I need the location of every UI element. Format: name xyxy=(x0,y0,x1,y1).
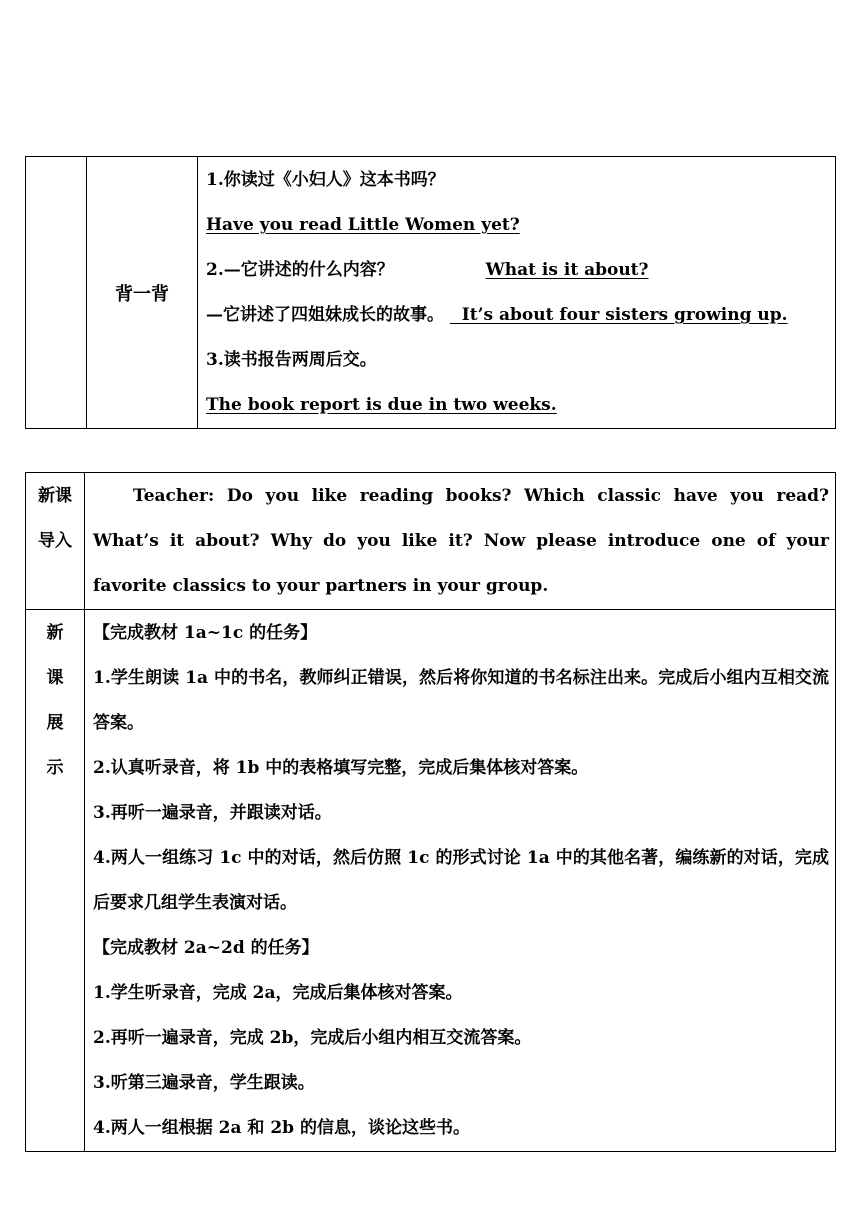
recite-line-3-zh: 2.—它讲述的什么内容？ xyxy=(206,260,394,280)
show-label-char-4: 示 xyxy=(46,758,64,778)
show-item-1: 1.学生朗读 1a 中的书名，教师纠正错误，然后将你知道的书名标注出来。完成后小组内互相交流答案。 xyxy=(93,668,829,733)
recite-line-3 xyxy=(206,248,827,293)
recite-line-4-zh: —它讲述了四姐妹成长的故事。 xyxy=(206,305,444,325)
recite-line-2: Have you read Little Women yet? xyxy=(206,215,520,235)
show-item-5: 1.学生听录音，完成 2a，完成后集体核对答案。 xyxy=(93,983,463,1003)
show-label xyxy=(26,610,85,1152)
recite-content xyxy=(198,157,836,429)
recite-line-3-en: What is it about? xyxy=(485,260,649,280)
intro-label-line-1: 新课 xyxy=(38,486,72,506)
show-item-8: 4.两人一组根据 2a 和 2b 的信息，谈论这些书。 xyxy=(93,1118,470,1138)
recite-line-4 xyxy=(206,293,827,338)
show-item-3: 3.再听一遍录音，并跟读对话。 xyxy=(93,803,332,823)
recite-table xyxy=(25,156,836,429)
intro-content xyxy=(85,473,836,610)
recite-line-5: 3.读书报告两周后交。 xyxy=(206,350,377,370)
recite-line-4-en: It’s about four sisters growing up. xyxy=(449,305,788,325)
recite-line-6: The book report is due in two weeks. xyxy=(206,395,557,415)
show-label-char-2: 课 xyxy=(46,668,64,688)
empty-cell xyxy=(26,157,87,429)
recite-line-1: 1.你读过《小妇人》这本书吗？ xyxy=(206,170,445,190)
show-label-char-3: 展 xyxy=(46,713,64,733)
lesson-table xyxy=(25,472,836,1152)
intro-label-line-2: 导入 xyxy=(38,531,72,551)
show-item-4: 4.两人一组练习 1c 中的对话，然后仿照 1c 的形式讨论 1a 中的其他名著，编练新的对话，完成后要求几组学生表演对话。 xyxy=(93,848,829,913)
show-item-6: 2.再听一遍录音，完成 2b，完成后小组内相互交流答案。 xyxy=(93,1028,532,1048)
intro-label xyxy=(26,473,85,610)
intro-text: Teacher: Do you like reading books? Which classic have you read? What’s it about? Why do you like it? Now please introduce one of your favorite classics to your partners in your group. xyxy=(93,486,829,596)
show-item-7: 3.听第三遍录音，学生跟读。 xyxy=(93,1073,315,1093)
show-heading-1: 【完成教材 1a~1c 的任务】 xyxy=(93,623,318,643)
show-content xyxy=(85,610,836,1152)
recite-label: 背一背 xyxy=(87,157,198,429)
show-label-char-1: 新 xyxy=(46,623,64,643)
show-item-2: 2.认真听录音，将 1b 中的表格填写完整，完成后集体核对答案。 xyxy=(93,758,589,778)
show-heading-2: 【完成教材 2a~2d 的任务】 xyxy=(93,938,319,958)
